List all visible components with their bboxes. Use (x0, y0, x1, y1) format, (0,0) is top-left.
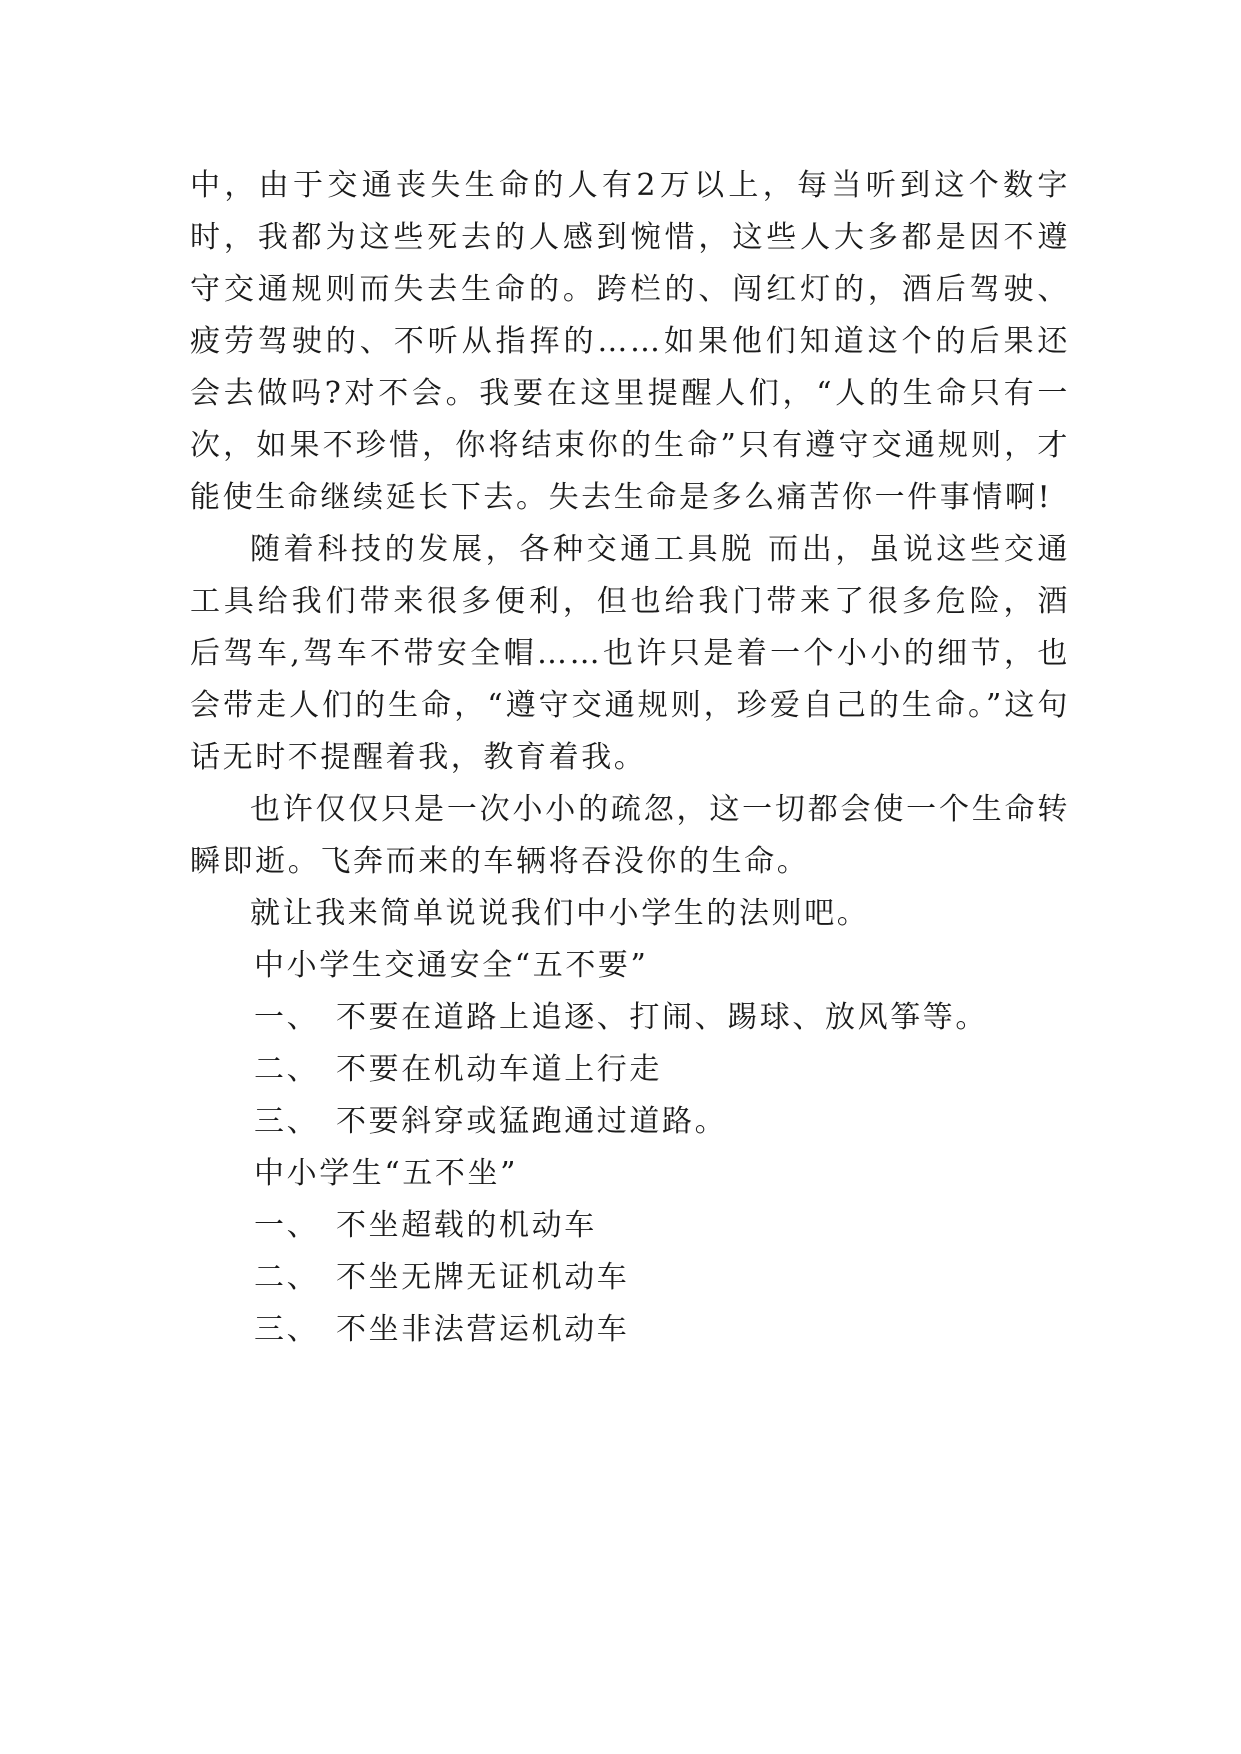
list-item-text: 不要在机动车道上行走 (336, 1052, 662, 1087)
list-item-number: 三、 (254, 1104, 320, 1139)
paragraph-intro-rules: 就让我来简单说说我们中小学生的法则吧。 (250, 896, 870, 931)
list-item (190, 1304, 1070, 1356)
list-item-text: 不坐非法营运机动车 (336, 1312, 630, 1347)
list-item (190, 1044, 1070, 1096)
list-item-number: 二、 (254, 1260, 320, 1295)
section-title-five-no-rides: 中小学生“五不坐” (254, 1156, 519, 1191)
paragraph-continuation: 中，由于交通丧失生命的人有2万以上，每当听到这个数字时，我都为这些死去的人感到惋惜，这些人大多都是因不遵守交通规则而失去生命的。跨栏的、闯红灯的，酒后驾驶、疲劳驾驶的、不听从指挥的……如果他们知道这个的后果还会去做吗?对不会。我要在这里提醒人们，“人的生命只有一次，如果不珍惜，你将结束你的生命”只有遵守交通规则，才能使生命继续延长下去。失去生命是多么痛苦你一件事情啊! (190, 168, 1070, 515)
list-item-number: 三、 (254, 1312, 320, 1347)
list-item-number: 一、 (254, 1000, 320, 1035)
list-item-text: 不要在道路上追逐、打闹、踢球、放风筝等。 (336, 1000, 988, 1035)
list-item (190, 1096, 1070, 1148)
list-item (190, 1200, 1070, 1252)
list-item (190, 992, 1070, 1044)
section-title-five-donts: 中小学生交通安全“五不要” (254, 948, 649, 983)
list-item-number: 一、 (254, 1208, 320, 1243)
paragraph-negligence: 也许仅仅只是一次小小的疏忽，这一切都会使一个生命转瞬即逝。飞奔而来的车辆将吞没你的生命。 (190, 792, 1070, 879)
list-item-number: 二、 (254, 1052, 320, 1087)
list-item (190, 1252, 1070, 1304)
list-item-text: 不坐超载的机动车 (336, 1208, 597, 1243)
paragraph-technology: 随着科技的发展，各种交通工具脱 而出，虽说这些交通工具给我们带来很多便利，但也给我门带来了很多危险，酒后驾车,驾车不带安全帽……也许只是着一个小小的细节，也会带走人们的生命，“遵守交通规则，珍爱自己的生命。”这句话无时不提醒着我，教育着我。 (190, 532, 1070, 775)
list-item-text: 不坐无牌无证机动车 (336, 1260, 630, 1295)
list-item-text: 不要斜穿或猛跑通过道路。 (336, 1104, 728, 1139)
document-body (190, 160, 1070, 1356)
